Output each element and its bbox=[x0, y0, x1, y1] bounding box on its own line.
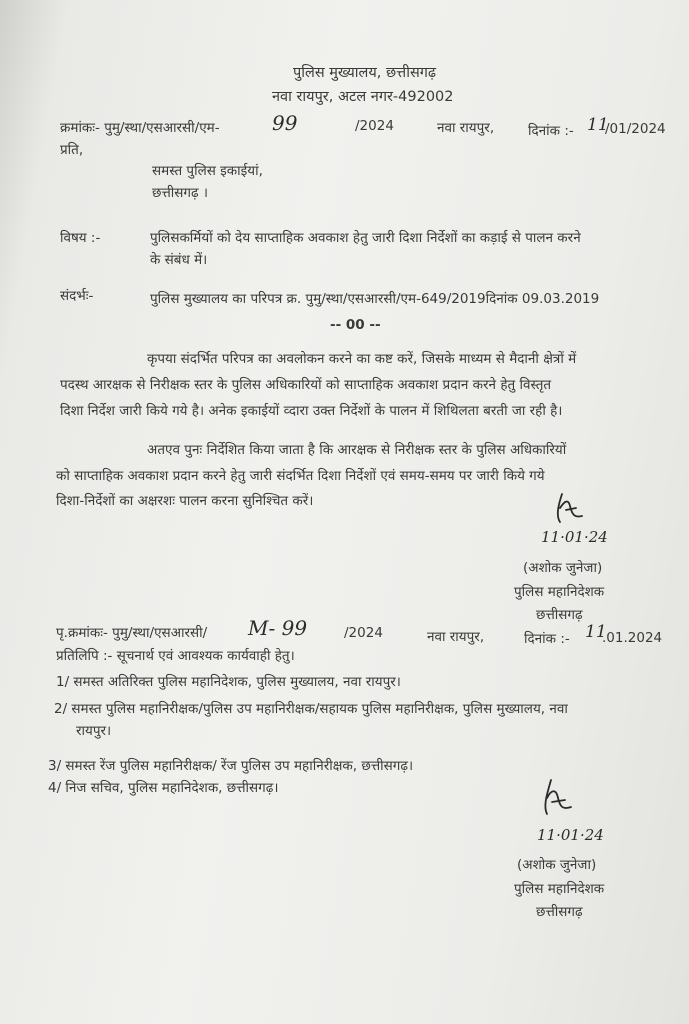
copy-item-3: 3/ समस्त रेंज पुलिस महानिरीक्षक/ रेंज पुलिस उप महानिरीक्षक, छत्तीसगढ़। bbox=[48, 758, 414, 774]
signature-2-name: (अशोक जुनेजा) bbox=[517, 857, 597, 873]
separator: -- 00 -- bbox=[330, 317, 381, 333]
ref-date-label: दिनांक :- bbox=[528, 123, 574, 139]
ref-place: नवा रायपुर, bbox=[437, 120, 495, 136]
endorsement-label: पृ.क्रमांकः- पुमु/स्था/एसआरसी/ bbox=[56, 625, 208, 641]
ref-label: क्रमांकः- पुमु/स्था/एसआरसी/एम- bbox=[60, 120, 220, 136]
signature-1-name: (अशोक जुनेजा) bbox=[523, 560, 603, 576]
reference-label: संदर्भः- bbox=[60, 288, 94, 304]
to-line1: समस्त पुलिस इकाईयां, bbox=[152, 163, 263, 179]
header-office: पुलिस मुख्यालय, छत्तीसगढ़ bbox=[293, 65, 437, 81]
signature-1-handwritten bbox=[550, 488, 595, 532]
para1-line3: दिशा निर्देश जारी किये गये है। अनेक इकाईयों व्दारा उक्त निर्देशों के पालन में शिथिलता बरती जा रही है। bbox=[60, 403, 563, 419]
para2-line1: अतएव पुनः निर्देशित किया जाता है कि आरक्षक से निरीक्षक स्तर के पुलिस अधिकारियों bbox=[147, 442, 567, 458]
para1-line1: कृपया संदर्भित परिपत्र का अवलोकन करने का कष्ट करें, जिसके माध्यम से मैदानी क्षेत्रों में bbox=[147, 351, 577, 367]
para2-line3: दिशा-निर्देशों का अक्षरशः पालन करना सुनिश्चित करें। bbox=[56, 493, 314, 509]
para1-line2: पदस्थ आरक्षक से निरीक्षक स्तर के पुलिस अधिकारियों को साप्ताहिक अवकाश प्रदान करने हेतु विस्तृत bbox=[60, 377, 552, 393]
signature-1-state: छत्तीसगढ़ bbox=[536, 607, 583, 623]
signature-2-designation: पुलिस महानिदेशक bbox=[514, 881, 605, 897]
ref-date-rest: /01/2024 bbox=[605, 121, 666, 137]
endorsement-date-label: दिनांक :- bbox=[524, 631, 570, 647]
endorsement-year: /2024 bbox=[344, 625, 383, 641]
signature-2-date: 11·01·24 bbox=[537, 826, 604, 844]
copy-item-4: 4/ निज सचिव, पुलिस महानिदेशक, छत्तीसगढ़। bbox=[48, 780, 279, 796]
to-label: प्रति, bbox=[60, 142, 84, 158]
to-line2: छत्तीसगढ़ । bbox=[152, 185, 209, 201]
signature-2-state: छत्तीसगढ़ bbox=[536, 904, 583, 920]
endorsement-date-day-handwritten: 11 bbox=[585, 622, 607, 642]
subject-line1: पुलिसकर्मियों को देय साप्ताहिक अवकाश हेतु जारी दिशा निर्देशों का कड़ाई से पालन करने bbox=[150, 230, 581, 246]
endorsement-date-rest: .01.2024 bbox=[602, 630, 663, 646]
copy-label: प्रतिलिपि :- सूचनार्थ एवं आवश्यक कार्यवाही हेतु। bbox=[56, 648, 295, 664]
subject-label: विषय :- bbox=[60, 230, 101, 246]
ref-number-handwritten: 99 bbox=[272, 111, 298, 135]
subject-line2: के संबंध में। bbox=[150, 252, 208, 268]
signature-1-designation: पुलिस महानिदेशक bbox=[514, 584, 605, 600]
signature-2-handwritten bbox=[537, 776, 582, 825]
reference-text: पुलिस मुख्यालय का परिपत्र क्र. पुमु/स्था/एसआरसी/एम-649/2019दिनांक 09.03.2019 bbox=[150, 291, 600, 307]
copy-item-1: 1/ समस्त अतिरिक्त पुलिस महानिदेशक, पुलिस मुख्यालय, नवा रायपुर। bbox=[56, 674, 401, 690]
ref-year: /2024 bbox=[355, 118, 394, 134]
ref-date-day-handwritten: 11 bbox=[587, 115, 609, 135]
copy-item-2: 2/ समस्त पुलिस महानिरीक्षक/पुलिस उप महानिरीक्षक/सहायक पुलिस महानिरीक्षक, पुलिस मुख्यालय, नवा bbox=[54, 701, 568, 717]
signature-1-date: 11·01·24 bbox=[541, 528, 608, 546]
para2-line2: को साप्ताहिक अवकाश प्रदान करने हेतु जारी संदर्भित दिशा निर्देशों एवं समय-समय पर जारी किये गये bbox=[56, 468, 545, 484]
header-address: नवा रायपुर, अटल नगर-492002 bbox=[272, 89, 454, 105]
endorsement-number-handwritten: M- 99 bbox=[248, 616, 308, 640]
endorsement-place: नवा रायपुर, bbox=[427, 629, 485, 645]
copy-item-2-cont: रायपुर। bbox=[76, 723, 112, 739]
